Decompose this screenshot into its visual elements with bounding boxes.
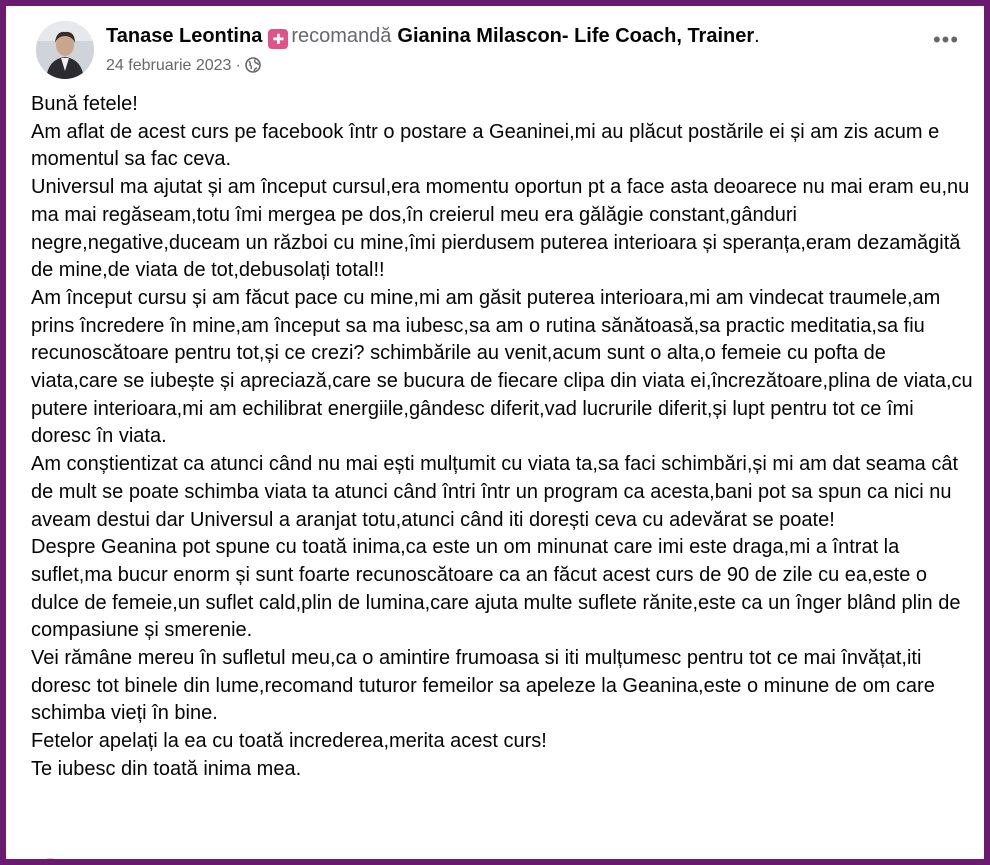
avatar-photo-icon (36, 21, 94, 79)
post-date[interactable]: 24 februarie 2023 (106, 57, 232, 74)
post-paragraph: Am aflat de acest curs pe facebook într o postare a Geaninei,mi au plăcut postările ei și am zis acum e momentul sa fac ceva. (31, 120, 940, 171)
recommend-verb: recomandă (291, 25, 392, 47)
post-body (31, 91, 976, 784)
post-header (36, 21, 964, 81)
post-paragraph: Am început cursu și am făcut pace cu mine,mi am găsit puterea interioara,mi am vindecat traumele,am prins încredere în mine,am început sa ma iubesc,sa am o rutina sănătoasă,sa practic meditatia,sa fiu recunoscătoare pentru tot,și ce crezi? schimbările au venit,acum sunt o alta,o femeie cu pofta de viata,care se iubește și apreciază,care se bucura de fiecare clipa din viata ei,încrezătoare,plina de viata,cu putere interioara,mi am echilibrat energiile,gândesc diferit,vad lucrurile diferit,și lupt pentru tot ce îmi doresc în viata. (31, 286, 973, 448)
post-paragraph: Universul ma ajutat și am început cursul,era momentu oportun pt a face asta deoarece nu mai eram eu,nu ma mai regăseam,totu îmi mergea pe dos,în creierul meu era gălăgie constant,gânduri negre,negative,duceam un război cu mine,îmi pierdusem puterea interioara și speranța,eram dezamăgită de mine,de viata de tot,debusolați total!! (31, 176, 970, 282)
meta-separator: · (235, 57, 241, 74)
reaction-icon[interactable] (40, 858, 60, 865)
page-name-link[interactable]: Gianina Milascon- Life Coach, Trainer (397, 25, 755, 47)
more-options-button[interactable]: ••• (932, 27, 960, 52)
post-meta (106, 57, 261, 75)
author-name[interactable]: Tanase Leontina (106, 25, 263, 47)
recommend-badge-icon: ✚ (268, 29, 288, 49)
globe-icon[interactable] (245, 57, 261, 73)
post-paragraph: Fetelor apelați la ea cu toată increderea,merita acest curs! (31, 730, 547, 753)
post-paragraph: Am conștientizat ca atunci când nu mai ești mulțumit cu viata ta,sa faci schimbări,și mi am dat seama cât de mult se poate schimba viata ta atunci când întri într un program ca acesta,bani pot sa spun ca nici nu aveam destui dar Universul a aranjat totu,atunci când iti dorești ceva cu adevărat se poate! (31, 453, 959, 531)
post-paragraph: Te iubesc din toată inima mea. (31, 757, 302, 780)
title-period: . (754, 25, 760, 47)
post-paragraph: Despre Geanina pot spune cu toată inima,ca este un om minunat care imi este draga,mi a întrat la suflet,ma bucur enorm și sunt foarte recunoscătoare ca an făcut acest curs de 90 de zile cu ea,este o dulce de femeie,un suflet cald,plin de lumina,care ajuta multe suflete rănite,este ca un înger blând plin de compasiune și smerenie. (31, 536, 961, 642)
post-title-line (106, 25, 760, 49)
post-paragraph: Vei rămâne mereu în sufletul meu,ca o amintire frumoasa si iti mulțumesc pentru tot ce mai învățat,iti doresc tot binele din lume,recomand tuturor femeilor sa apeleze la Geanina,este o minune de om care schimba vieți în bine. (31, 647, 935, 725)
post-paragraph: Bună fetele! (31, 93, 138, 115)
author-avatar[interactable] (36, 21, 94, 79)
